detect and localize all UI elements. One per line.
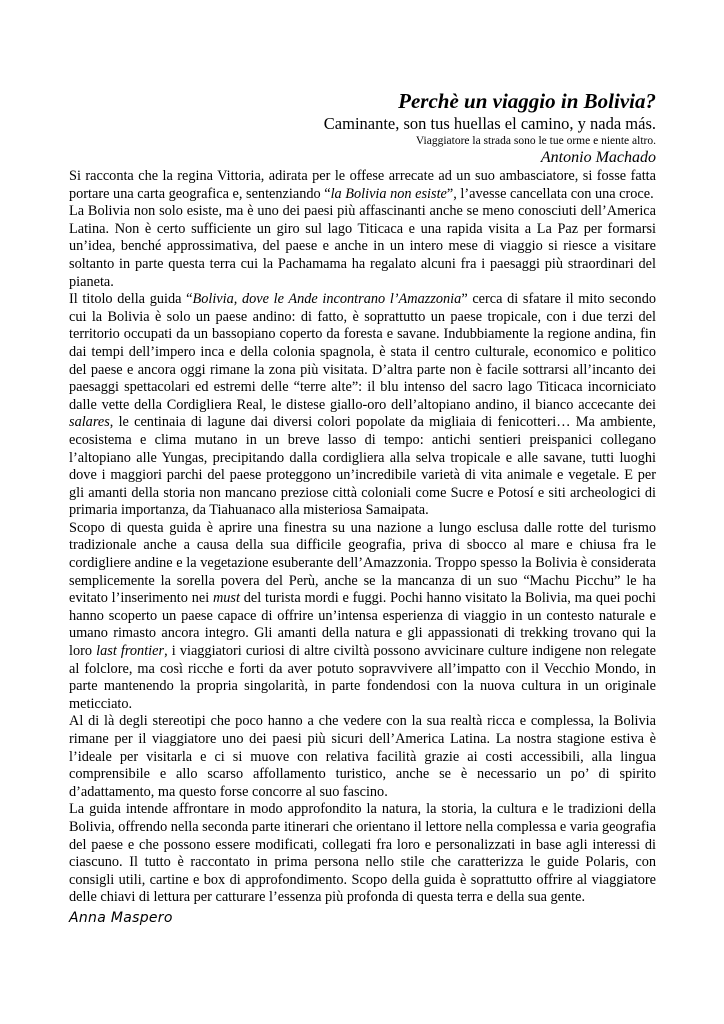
- text-run: , le centinaia di lagune dai diversi colori popolate da migliaia di fenicotteri… Ma ambiente, ecosistema e clima mutano in un breve lasso di tempo: antichi sentieri preispanici collegano l’altopiano alle Yungas, precipitando dalla cordigliera alla selva tropicale e alle savane, tutti luoghi dove i maggiori parchi del paese proteggono un’incredibile varietà di vita animale e vegetale. E per gli amanti della storia non mancano preziose città coloniali come Sucre e Potosí e siti archeologici di primaria importanza, da Tiahuanaco alla misteriosa Samaipata.: [69, 414, 656, 519]
- paragraph-1: [69, 168, 656, 203]
- epigraph-italian: Viaggiatore la strada sono le tue orme e niente altro.: [415, 135, 656, 147]
- paragraph-3: [69, 291, 656, 520]
- author-signature: Anna Maspero: [69, 909, 173, 926]
- page-title: Perchè un viaggio in Bolivia?: [398, 89, 656, 113]
- paragraph-5: [69, 713, 656, 801]
- text-run: La Bolivia non solo esiste, ma è uno dei paesi più affascinanti anche se meno conosciuti dell’America Latina. Non è certo sufficiente un giro sul lago Titicaca e una rapida visita a La Paz per formarsi un’idea, benché approssimativa, del paese e anche in un intero mese di viaggio si riesce a visitare soltanto in parte questa terra cui la Pachamama ha regalato alcuni fra i paesaggi più straordinari del pianeta.: [69, 203, 656, 290]
- text-run: ”, l’avesse cancellata con una croce.: [446, 185, 654, 202]
- text-run: Scopo di questa guida è aprire una finestra su una nazione a lungo esclusa dalle rotte del turismo tradizionale anche a causa della sua difficile geografia, priva di sbocco al mare e chiusa fra le cordigliere andine e la vegetazione esuberante dell’Amazzonia. Troppo spesso la Bolivia è considerata semplicemente la sorella povera del Perù, anche se la mancanza di un suo “Machu Picchu” le ha evitato l’inserimento nei: [69, 519, 656, 607]
- epigraph-spanish: Caminante, son tus huellas el camino, y nada más.: [323, 114, 656, 133]
- text-run: del turista mordi e fuggi. Pochi hanno visitato la Bolivia, ma quei pochi hanno scoperto un paese capace di offrire un’intensa esperienza di viaggio in un contesto naturale e umano rimasto ancora integro. Gli amanti della natura e gli appassionati di trekking trovano qui la loro: [69, 590, 656, 660]
- paragraph-6: [69, 801, 656, 907]
- article-body: [69, 168, 656, 907]
- italic-text-run: last frontier: [96, 643, 165, 660]
- italic-text-run: must: [212, 590, 240, 607]
- italic-text-run: salares: [69, 414, 110, 431]
- epigraph-author: Antonio Machado: [540, 149, 656, 166]
- text-run: Il titolo della guida “: [69, 291, 193, 308]
- italic-text-run: la Bolivia non esiste: [330, 185, 447, 202]
- italic-text-run: Bolivia, dove le Ande incontrano l’Amazzonia: [192, 291, 462, 308]
- text-run: Al di là degli stereotipi che poco hanno a che vedere con la sua realtà ricca e complessa, la Bolivia rimane per il viaggiatore uno dei paesi più sicuri dell’America Latina. La nostra stagione estiva è l’ideale per visitarla e ci si muove con relativa facilità grazie ai costi accessibili, alla lingua comprensibile e allo scarso affollamento turistico, anche se è necessario un po’ di spirito d’adattamento, ma questo forse concorre al suo fascino.: [69, 713, 656, 800]
- document-page: [69, 88, 656, 928]
- text-run: , i viaggiatori curiosi di altre civiltà possono avvicinare culture indigene non relegate al folclore, ma così ricche e forti da aver potuto sopravvivere all’impatto con il Vecchio Mondo, in parte mantenendo la propria singolarità, in parte fondendosi con la nuova cultura in un originale meticciato.: [69, 643, 656, 712]
- text-run: La guida intende affrontare in modo approfondito la natura, la storia, la cultura e le tradizioni della Bolivia, offrendo nella seconda parte itinerari che orientano il lettore nella complessa e varia geografia del paese e che possono essere modificati, collegati fra loro e personalizzati in base agli interessi di ciascuno. Il tutto è raccontato in prima persona nello stile che caratterizza le guide Polaris, con consigli utili, cartine e box di approfondimento. Scopo della guida è soprattutto offrire al viaggiatore delle chiavi di lettura per catturare l’essenza più profonda di questa terra e della sua gente.: [69, 801, 656, 906]
- text-run: ” cerca di sfatare il mito secondo cui la Bolivia è solo un paese andino: di fatto, è soprattutto un paese tropicale, con i due terzi del territorio occupati da un bassopiano coperto da foresta e savane. Indubbiamente la regione andina, fin dai tempi dell’impero inca e della colonia spagnola, è stata il centro culturale, economico e politico del paese e ancora oggi rimane la zona più visitata. D’altra parte non è facile sottrarsi all’incanto dei paesaggi spettacolari ed estremi delle “terre alte”: il blu intenso del sacro lago Titicaca incorniciato dalle vette della Cordigliera Real, le distese giallo-oro dell’altopiano andino, il bianco accecante dei: [69, 291, 657, 413]
- text-run: Si racconta che la regina Vittoria, adirata per le offese arrecate ad un suo ambasciatore, si fosse fatta portare una carta geografica e, sentenziando “: [69, 168, 656, 202]
- paragraph-2: [69, 203, 656, 291]
- paragraph-4: [69, 520, 656, 714]
